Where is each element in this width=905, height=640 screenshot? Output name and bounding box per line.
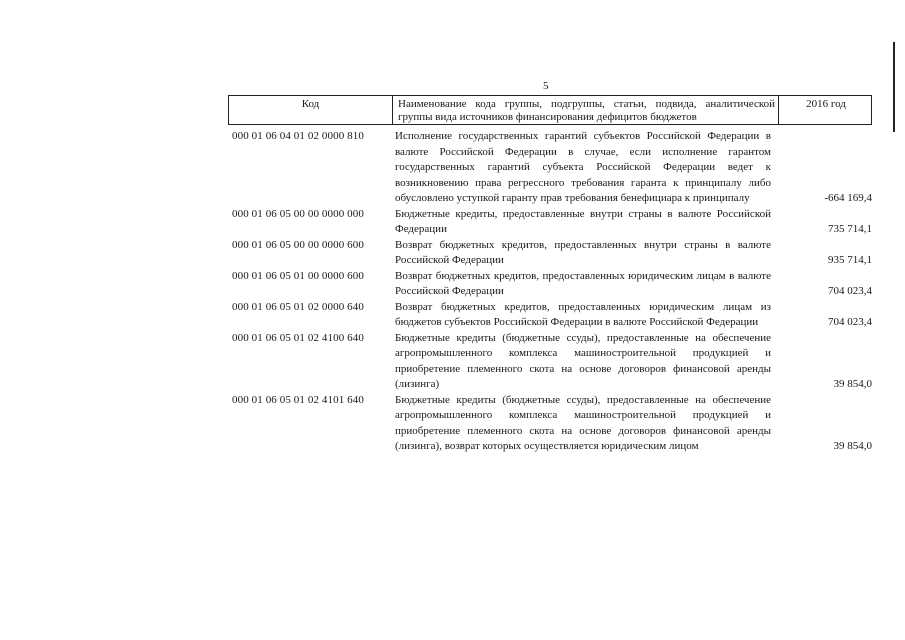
header-year: 2016 год [806, 98, 846, 110]
row-code: 000 01 06 05 01 02 4101 640 [232, 393, 364, 406]
row-code: 000 01 06 05 01 00 0000 600 [232, 269, 364, 282]
table-body [232, 129, 872, 455]
row-amount: 39 854,0 [833, 440, 872, 452]
row-amount: 704 023,4 [828, 316, 872, 328]
margin-line [893, 42, 895, 132]
row-name: Возврат бюджетных кредитов, предоставленных внутри страны в валюте Российской Федерации [395, 238, 771, 266]
header-code: Код [229, 96, 393, 124]
row-name: Бюджетные кредиты (бюджетные ссуды), предоставленные на обеспечение агропромышленного комплекса машиностроительной продукцией и приобретение племенного скота на основе договоров финансовой аренды (лизинга), возврат которых осуществляется юридическим лицом [395, 393, 771, 452]
row-code: 000 01 06 05 00 00 0000 000 [232, 207, 364, 220]
table-row [232, 269, 872, 300]
table-row [232, 393, 872, 455]
row-amount: 704 023,4 [828, 285, 872, 297]
table-row [232, 300, 872, 331]
table-row [232, 207, 872, 238]
row-name: Бюджетные кредиты (бюджетные ссуды), предоставленные на обеспечение агропромышленного комплекса машиностроительной продукцией и приобретение племенного скота на основе договоров финансовой аренды (лизинга) [395, 331, 771, 390]
row-code: 000 01 06 05 01 02 4100 640 [232, 331, 364, 344]
row-amount: 935 714,1 [828, 254, 872, 266]
table-header [228, 95, 872, 125]
row-name: Возврат бюджетных кредитов, предоставленных юридическим лицам в валюте Российской Федерации [395, 269, 771, 297]
row-name: Бюджетные кредиты, предоставленные внутри страны в валюте Российской Федерации [395, 207, 771, 235]
row-name: Исполнение государственных гарантий субъектов Российской Федерации в валюте Российской Федерации в случае, если исполнение гарантом государственных гарантий субъекта Российской Федерации ведет к возникновению права регрессного требования гаранта к принципалу либо обусловлено уступкой гаранту прав требования бенефициара к принципалу [395, 130, 771, 204]
row-code: 000 01 06 05 01 02 0000 640 [232, 300, 364, 313]
row-name: Возврат бюджетных кредитов, предоставленных юридическим лицам из бюджетов субъектов Российской Федерации в валюте Российской Федерации [395, 300, 771, 328]
table-row [232, 129, 872, 207]
row-amount: 39 854,0 [833, 378, 872, 390]
header-name: Наименование кода группы, подгруппы, статьи, подвида, аналитической группы вида источников финансирования дефицитов бюджетов [393, 96, 779, 124]
table-row [232, 238, 872, 269]
row-code: 000 01 06 04 01 02 0000 810 [232, 130, 364, 142]
row-code: 000 01 06 05 00 00 0000 600 [232, 238, 364, 251]
table-row [232, 331, 872, 393]
row-amount: -664 169,4 [824, 192, 872, 204]
row-amount: 735 714,1 [828, 223, 872, 235]
page-number: 5 [543, 80, 549, 92]
